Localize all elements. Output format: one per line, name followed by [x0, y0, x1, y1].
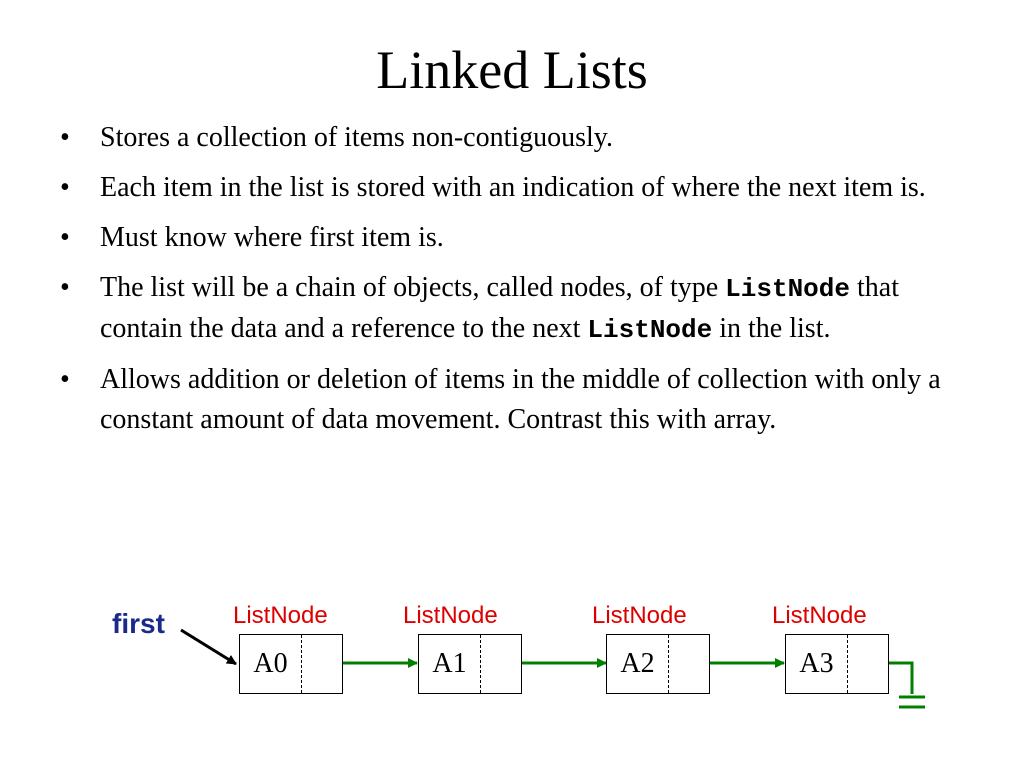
bullet-symbol: •: [60, 172, 70, 203]
slide-title: Linked Lists: [376, 40, 648, 100]
bullet-text: that contain the data and a reference to the next: [100, 272, 899, 344]
list-node-a1: [418, 634, 522, 694]
list-node-a3: [785, 634, 889, 694]
node-value: A1: [419, 635, 481, 693]
node-type-label: ListNode: [233, 602, 328, 629]
node-type-label: ListNode: [592, 602, 687, 629]
head-pointer-arrow: [181, 630, 236, 664]
bullet-text: The list will be a chain of objects, called nodes, of type: [100, 272, 726, 303]
bullet-text: in the list.: [712, 313, 831, 344]
bullet-symbol: •: [60, 122, 70, 153]
node-type-label: ListNode: [772, 602, 867, 629]
bullet-text: Allows addition or deletion of items in the middle of collection with only a constant amount of data movement. Contrast this with array.: [100, 364, 941, 435]
code-term: ListNode: [725, 274, 850, 304]
bullet-symbol: •: [60, 222, 70, 253]
bullet-text: Stores a collection of items non-contiguously.: [100, 122, 613, 153]
node-value: A0: [240, 635, 302, 693]
node-value: A3: [786, 635, 848, 693]
bullet-text: Each item in the list is stored with an indication of where the next item is.: [100, 172, 926, 203]
list-node-a0: [239, 634, 343, 694]
node-value: A2: [607, 635, 669, 693]
bullet-symbol: •: [60, 364, 70, 395]
bullet-text: Must know where first item is.: [100, 222, 444, 253]
node-type-label: ListNode: [403, 602, 498, 629]
code-term: ListNode: [587, 315, 713, 345]
bullet-symbol: •: [60, 272, 70, 303]
first-pointer-label: first: [112, 608, 165, 639]
list-node-a2: [606, 634, 710, 694]
